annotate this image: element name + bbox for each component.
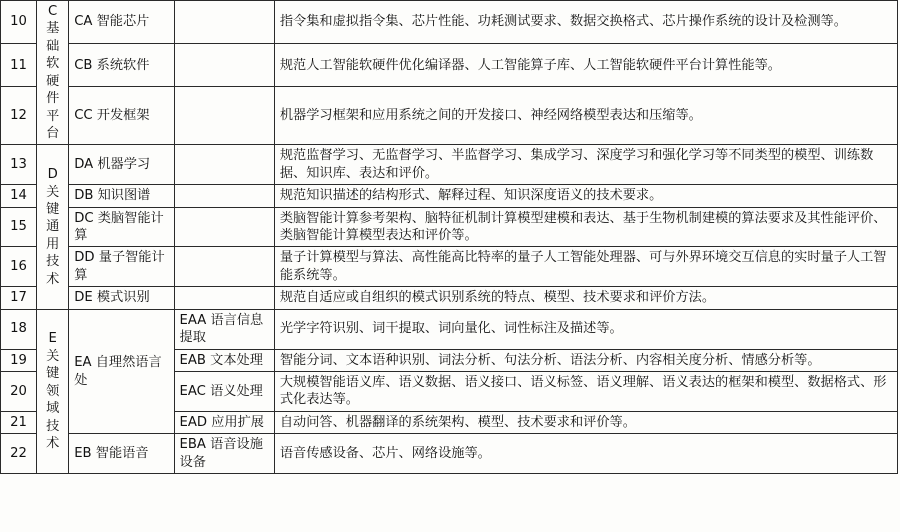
row-number: 18 bbox=[1, 309, 37, 349]
row-item: EAD 应用扩展 bbox=[174, 411, 274, 433]
table-row bbox=[1, 185, 898, 207]
row-number: 12 bbox=[1, 87, 37, 145]
row-number: 10 bbox=[1, 1, 37, 44]
row-subcategory: CA 智能芯片 bbox=[69, 1, 174, 44]
row-description: 指令集和虚拟指令集、芯片性能、功耗测试要求、数据交换格式、芯片操作系统的设计及检测等。 bbox=[274, 1, 897, 44]
row-subcategory: DC 类脑智能计算 bbox=[69, 207, 174, 247]
table-row bbox=[1, 247, 898, 287]
row-subcategory: DD 量子智能计算 bbox=[69, 247, 174, 287]
row-subcategory: CC 开发框架 bbox=[69, 87, 174, 145]
table-row bbox=[1, 1, 898, 44]
row-number: 13 bbox=[1, 145, 37, 185]
row-subcategory: DA 机器学习 bbox=[69, 145, 174, 185]
row-description: 自动问答、机器翻译的系统架构、模型、技术要求和评价等。 bbox=[274, 411, 897, 433]
table-row bbox=[1, 287, 898, 309]
row-number: 21 bbox=[1, 411, 37, 433]
table-body bbox=[1, 1, 898, 474]
row-item bbox=[174, 247, 274, 287]
table-row bbox=[1, 434, 898, 474]
row-category bbox=[37, 309, 69, 473]
row-description: 机器学习框架和应用系统之间的开发接口、神经网络模型表达和压缩等。 bbox=[274, 87, 897, 145]
table-row bbox=[1, 44, 898, 87]
table-row bbox=[1, 87, 898, 145]
row-item: EAC 语义处理 bbox=[174, 372, 274, 412]
table-row bbox=[1, 207, 898, 247]
row-item bbox=[174, 207, 274, 247]
row-description: 光学字符识别、词干提取、词向量化、词性标注及描述等。 bbox=[274, 309, 897, 349]
row-item bbox=[174, 287, 274, 309]
row-number: 19 bbox=[1, 349, 37, 371]
row-subcategory: DE 模式识别 bbox=[69, 287, 174, 309]
row-description: 规范人工智能软硬件优化编译器、人工智能算子库、人工智能软硬件平台计算性能等。 bbox=[274, 44, 897, 87]
row-description: 类脑智能计算参考架构、脑特征机制计算模型建模和表达、基于生物机制建模的算法要求及其性能评价、类脑智能计算模型表达和评价等。 bbox=[274, 207, 897, 247]
row-item bbox=[174, 1, 274, 44]
category-label: C 基础软硬件平台 bbox=[46, 4, 60, 141]
row-number: 14 bbox=[1, 185, 37, 207]
row-number: 15 bbox=[1, 207, 37, 247]
row-description: 智能分词、文本语种识别、词法分析、句法分析、语法分析、内容相关度分析、情感分析等。 bbox=[274, 349, 897, 371]
row-category bbox=[37, 1, 69, 145]
row-category bbox=[37, 145, 69, 309]
table-row bbox=[1, 145, 898, 185]
row-number: 22 bbox=[1, 434, 37, 474]
row-number: 17 bbox=[1, 287, 37, 309]
row-item bbox=[174, 87, 274, 145]
row-item: EAA 语言信息提取 bbox=[174, 309, 274, 349]
row-item: EAB 文本处理 bbox=[174, 349, 274, 371]
row-subcategory: CB 系统软件 bbox=[69, 44, 174, 87]
row-description: 语音传感设备、芯片、网络设施等。 bbox=[274, 434, 897, 474]
row-description: 规范知识描述的结构形式、解释过程、知识深度语义的技术要求。 bbox=[274, 185, 897, 207]
row-item bbox=[174, 145, 274, 185]
row-description: 量子计算模型与算法、高性能高比特率的量子人工智能处理器、可与外界环境交互信息的实时量子人工智能系统等。 bbox=[274, 247, 897, 287]
row-item bbox=[174, 185, 274, 207]
row-description: 规范监督学习、无监督学习、半监督学习、集成学习、深度学习和强化学习等不同类型的模型、训练数据、知识库、表达和评价。 bbox=[274, 145, 897, 185]
row-subcategory: DB 知识图谱 bbox=[69, 185, 174, 207]
category-label: E 关键领域技术 bbox=[46, 331, 60, 451]
row-item: EBA 语音设施设备 bbox=[174, 434, 274, 474]
row-description: 规范自适应或自组织的模式识别系统的特点、模型、技术要求和评价方法。 bbox=[274, 287, 897, 309]
row-number: 20 bbox=[1, 372, 37, 412]
row-subcategory: EB 智能语音 bbox=[69, 434, 174, 474]
row-description: 大规模智能语义库、语义数据、语义接口、语义标签、语义理解、语义表达的框架和模型、数据格式、形式化表达等。 bbox=[274, 372, 897, 412]
row-subcategory: EA 自理然语言处 bbox=[69, 309, 174, 434]
row-number: 11 bbox=[1, 44, 37, 87]
row-number: 16 bbox=[1, 247, 37, 287]
row-item bbox=[174, 44, 274, 87]
table-row bbox=[1, 309, 898, 349]
category-label: D 关键通用技术 bbox=[46, 167, 60, 287]
